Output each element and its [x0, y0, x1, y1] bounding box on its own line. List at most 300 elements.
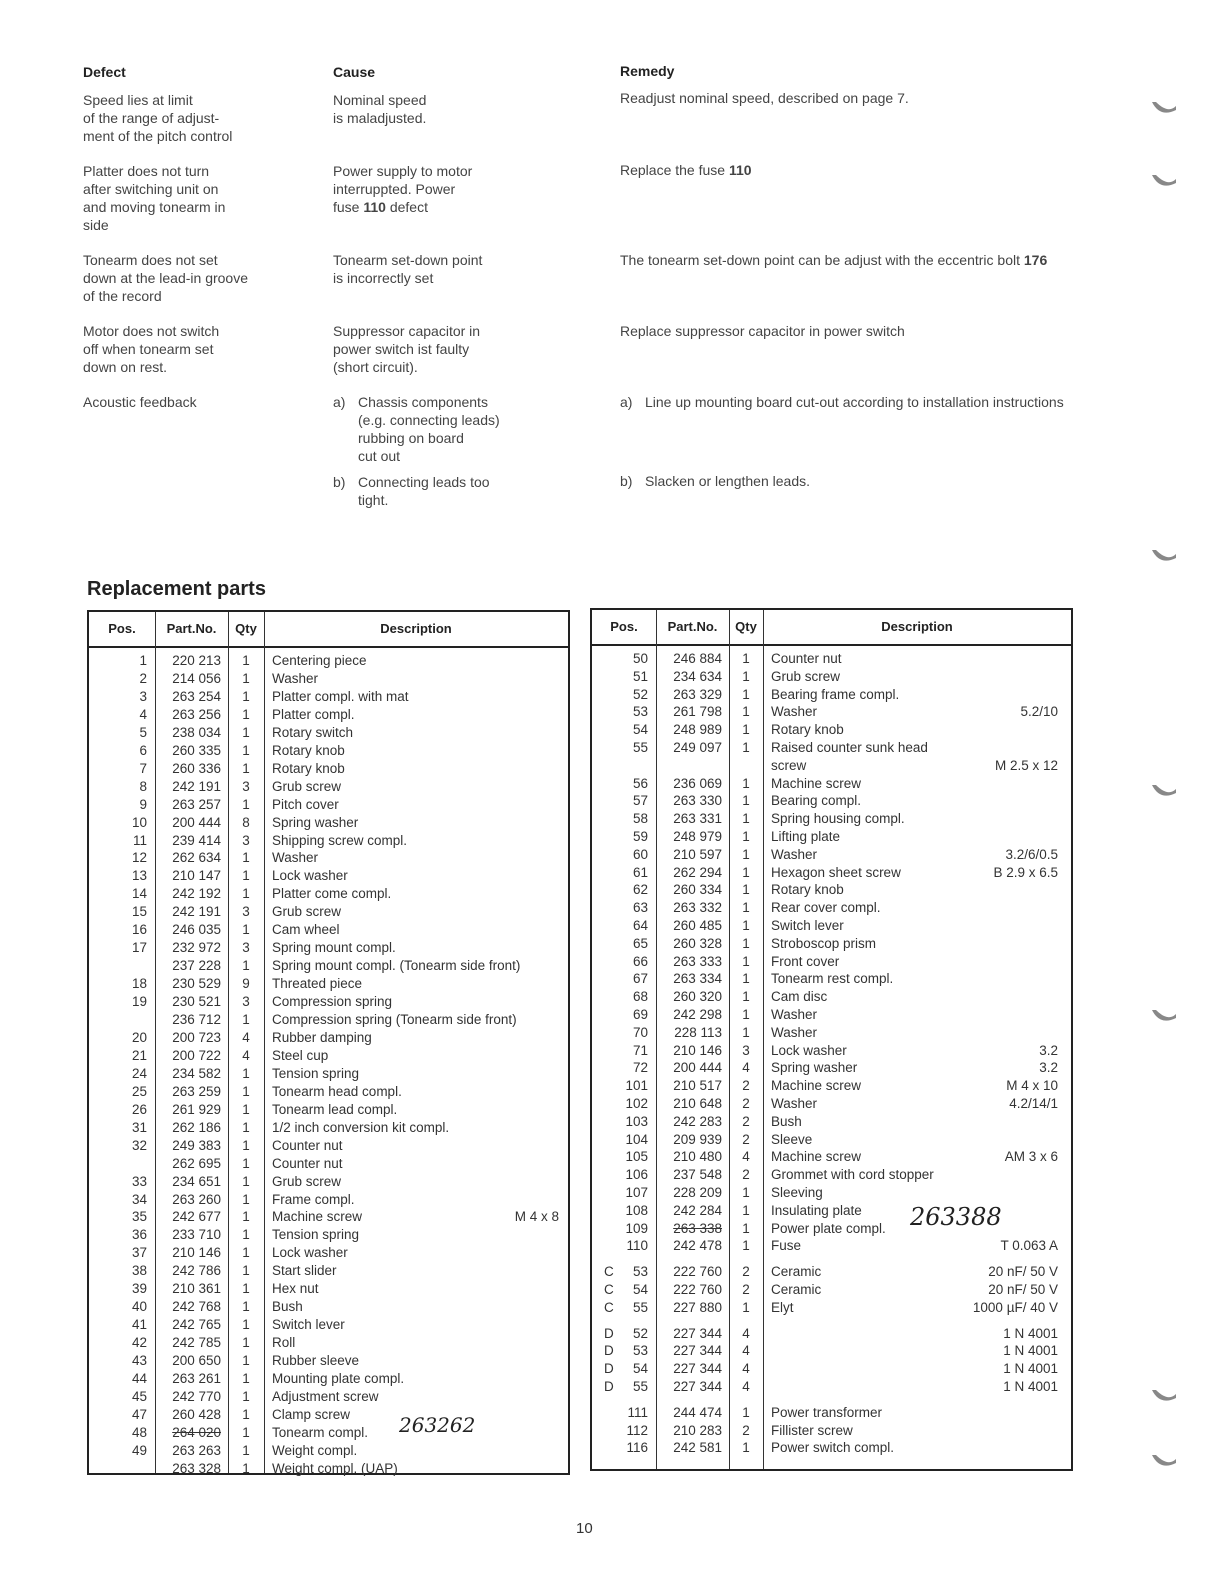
fuse-number: 110: [363, 199, 386, 215]
table-row: [89, 993, 568, 1011]
description-cell: Sleeving: [771, 1185, 823, 1200]
pos-cell: 55: [632, 740, 648, 755]
part-number-cell: 210 517: [673, 1078, 722, 1094]
description-cell: Washer: [771, 846, 818, 862]
pos-cell: 57: [632, 793, 648, 809]
part-number-cell: 222 760: [673, 1282, 722, 1297]
pos-cell: 104: [625, 1131, 648, 1147]
table-row: [592, 1404, 1071, 1422]
description-cell: Cam disc: [771, 989, 828, 1005]
part-number-cell: 242 284: [673, 1202, 722, 1218]
part-number-cell: 242 768: [172, 1299, 221, 1315]
table-row: [89, 1262, 568, 1280]
qty-cell: 1: [742, 722, 750, 738]
part-number-cell: 260 336: [172, 760, 221, 776]
pos-cell: 53: [632, 704, 648, 720]
qty-cell: 1: [742, 1440, 750, 1456]
table-row: [592, 917, 1071, 935]
table-row: [89, 1011, 568, 1029]
qty-cell: 1: [742, 935, 750, 951]
part-number-cell: 262 695: [172, 1155, 221, 1171]
description-cell: Pitch cover: [272, 796, 339, 812]
part-number-cell: 263 331: [673, 811, 722, 827]
pos-cell: 101: [625, 1078, 648, 1094]
qty-cell: 1: [242, 796, 250, 812]
description-cell: Washer: [771, 704, 818, 720]
prefix-cell: D: [604, 1325, 614, 1341]
pos-cell: 11: [132, 832, 147, 848]
binder-hole-icon: [1148, 775, 1178, 809]
part-number-cell: 242 478: [673, 1238, 722, 1254]
description-cell: Machine screw: [771, 775, 862, 791]
cause-text: [333, 162, 593, 216]
qty-cell: 3: [242, 832, 250, 848]
qty-cell: 1: [242, 724, 250, 740]
qty-cell: 1: [242, 1317, 250, 1333]
description-cell: Cam wheel: [272, 922, 340, 938]
table-row: [89, 975, 568, 993]
qty-cell: 3: [242, 994, 250, 1010]
qty-cell: 1: [742, 811, 750, 827]
description-cell: Platter compl. with mat: [272, 688, 409, 704]
bolt-number: 176: [1023, 252, 1048, 268]
pos-cell: 54: [632, 1282, 648, 1297]
qty-cell: 1: [242, 850, 250, 866]
part-number-cell: 263 259: [172, 1083, 221, 1099]
part-number-cell: 244 474: [673, 1404, 722, 1420]
table-row: [592, 1095, 1071, 1113]
description-cell: Washer: [771, 1007, 818, 1022]
part-number-cell: 209 939: [673, 1131, 722, 1147]
description-cell: Hex nut: [272, 1281, 319, 1297]
qty-cell: 1: [742, 686, 750, 702]
table-row: [592, 935, 1071, 953]
binder-hole-icon: [1148, 1380, 1178, 1414]
table-row: [592, 1360, 1071, 1378]
table-row: [592, 881, 1071, 899]
col-qty-header: Qty: [735, 619, 757, 634]
pos-cell: 52: [632, 686, 648, 702]
part-number-cell: 234 634: [673, 668, 722, 684]
part-number-cell: 227 344: [673, 1325, 722, 1341]
table-row: [592, 970, 1071, 988]
part-number-cell: 242 298: [673, 1007, 722, 1022]
part-number-cell: 214 056: [172, 671, 221, 686]
qty-cell: 1: [742, 1185, 750, 1200]
table-row: [592, 775, 1071, 793]
table-row: [592, 792, 1071, 810]
table-row: [89, 1137, 568, 1155]
prefix-cell: C: [604, 1299, 614, 1315]
part-number-cell: 227 344: [673, 1361, 722, 1377]
table-row: [89, 867, 568, 885]
part-number-cell: 263 332: [673, 900, 722, 916]
pos-cell: 55: [632, 1299, 648, 1315]
qty-cell: 1: [242, 1388, 250, 1404]
table-row: [89, 903, 568, 921]
description-cell: Counter nut: [272, 1137, 343, 1153]
col-desc-header: Description: [380, 621, 452, 636]
table-row: [592, 668, 1071, 686]
part-number-cell: 227 344: [673, 1379, 722, 1394]
pos-cell: 68: [632, 989, 648, 1005]
binder-hole-icon: [1148, 1445, 1178, 1479]
qty-cell: 1: [742, 1404, 750, 1420]
table-row: [89, 1244, 568, 1262]
pos-cell: 43: [131, 1353, 147, 1368]
remedy-b-label: b): [620, 473, 633, 489]
cause-b: [333, 473, 593, 513]
page-number: 10: [576, 1520, 593, 1537]
pos-cell: 38: [131, 1263, 147, 1279]
description-cell: Rotary knob: [771, 882, 844, 898]
table-row: [592, 1422, 1071, 1440]
table-row: [89, 814, 568, 832]
qty-cell: 4: [742, 1379, 750, 1394]
description-cell: Compression spring (Tonearm side front): [272, 1012, 517, 1027]
description-cell: Tonearm rest compl.: [771, 971, 894, 987]
part-number-cell: 228 209: [673, 1185, 722, 1200]
table-row: [89, 1352, 568, 1370]
cause-text-part: Power supply to motor interruppted. Power fuse: [333, 163, 473, 215]
spec-cell: M 4 x 10: [1006, 1078, 1058, 1094]
qty-cell: 2: [742, 1167, 750, 1183]
table-row: [592, 1439, 1071, 1457]
pos-cell: 53: [632, 1264, 648, 1280]
qty-cell: 2: [742, 1264, 750, 1280]
pos-cell: 111: [627, 1404, 648, 1420]
part-number-cell: 262 634: [172, 850, 221, 866]
part-number-cell: 263 260: [172, 1191, 221, 1207]
part-number-cell: 242 192: [172, 886, 221, 902]
description-cell: Hexagon sheet screw: [771, 864, 901, 880]
description-cell: Spring washer: [771, 1060, 858, 1076]
qty-cell: 1: [242, 1406, 250, 1422]
table-row: [89, 1065, 568, 1083]
part-number-cell: 242 786: [172, 1263, 221, 1279]
spec-cell: B 2.9 x 6.5: [993, 864, 1058, 880]
defect-text: Tonearm does not set down at the lead-in groove of the record: [83, 252, 248, 304]
defect-text: Motor does not switch off when tonearm set down on rest.: [83, 323, 220, 375]
part-number-cell: 238 034: [172, 724, 221, 740]
description-cell: Bush: [771, 1113, 802, 1129]
description-cell: Tonearm head compl.: [272, 1083, 402, 1099]
part-number-cell: 200 722: [172, 1047, 221, 1063]
part-number-cell: 227 880: [673, 1299, 722, 1315]
qty-cell: 4: [742, 1325, 750, 1341]
pos-cell: 55: [632, 1379, 648, 1394]
defect-header: Defect: [83, 64, 126, 80]
pos-cell: 52: [632, 1325, 648, 1341]
pos-cell: 71: [632, 1042, 648, 1058]
table-row: [592, 703, 1071, 721]
parts-table-right: [590, 608, 1073, 1471]
description-cell: screw: [771, 757, 807, 773]
pos-cell: 33: [131, 1173, 147, 1189]
qty-cell: 2: [742, 1113, 750, 1129]
description-cell: Rear cover compl.: [771, 900, 881, 916]
pos-cell: 25: [131, 1083, 147, 1099]
qty-cell: 1: [742, 740, 750, 755]
table-row: [592, 828, 1071, 846]
table-row: [89, 670, 568, 688]
part-number-cell: 246 884: [673, 651, 722, 666]
part-number-cell: 220 213: [172, 653, 221, 668]
description-cell: Tonearm compl.: [272, 1424, 369, 1440]
table-row: [89, 1406, 568, 1424]
binder-hole-icon: [1148, 92, 1178, 126]
part-number-cell: 263 330: [673, 793, 722, 809]
pos-cell: 34: [131, 1191, 147, 1207]
remedy-text: Replace suppressor capacitor in power switch: [620, 323, 905, 339]
part-number-cell: 249 097: [673, 740, 722, 755]
part-number-cell: 263 256: [172, 706, 221, 722]
table-row: [89, 1298, 568, 1316]
part-number-cell: 242 191: [172, 778, 221, 794]
description-cell: Fuse: [771, 1238, 802, 1254]
qty-cell: 1: [242, 760, 250, 776]
part-number-cell: 263 334: [673, 971, 722, 987]
pos-cell: 45: [131, 1388, 147, 1404]
table-row: [592, 953, 1071, 971]
qty-cell: 2: [742, 1282, 750, 1297]
part-number-cell: 236 712: [172, 1012, 221, 1027]
pos-cell: 24: [131, 1065, 147, 1081]
spec-cell: 3.2/6/0.5: [1005, 846, 1058, 862]
description-cell: Sleeve: [771, 1131, 813, 1147]
qty-cell: 1: [742, 864, 750, 880]
table-row: [592, 686, 1071, 704]
table-row: [89, 760, 568, 778]
part-number-cell: 242 765: [172, 1317, 221, 1333]
qty-cell: 1: [242, 886, 250, 902]
cause-text-part: defect: [385, 199, 428, 215]
pos-cell: 110: [626, 1238, 648, 1254]
table-row: [89, 652, 568, 670]
pos-cell: 37: [131, 1245, 147, 1261]
description-cell: Shipping screw compl.: [272, 832, 408, 848]
remedy-text: [620, 161, 1075, 179]
description-cell: Rubber damping: [272, 1029, 372, 1045]
col-qty-header: Qty: [235, 621, 257, 636]
pos-cell: 56: [632, 775, 648, 791]
qty-cell: 3: [242, 940, 250, 956]
pos-cell: 108: [625, 1202, 648, 1218]
description-cell: Switch lever: [272, 1317, 345, 1333]
table-row: [89, 957, 568, 975]
qty-cell: 1: [242, 1335, 250, 1351]
part-number-cell: 210 648: [673, 1096, 722, 1111]
description-cell: Washer: [771, 1024, 818, 1040]
table-row: [89, 921, 568, 939]
part-number-cell: 263 257: [172, 796, 221, 812]
pos-cell: 35: [131, 1209, 147, 1225]
pos-cell: 15: [131, 904, 147, 920]
description-cell: Counter nut: [272, 1155, 343, 1171]
qty-cell: 1: [742, 953, 750, 969]
table-row: [89, 939, 568, 957]
table-row: [592, 757, 1071, 775]
part-number-cell: 210 146: [172, 1245, 221, 1261]
pos-cell: 106: [625, 1167, 648, 1183]
part-number-cell: 263 333: [673, 953, 722, 969]
pos-cell: 69: [632, 1007, 648, 1022]
pos-cell: 105: [625, 1149, 648, 1165]
description-cell: Spring housing compl.: [771, 811, 905, 827]
table-row: [592, 1342, 1071, 1360]
pos-cell: 53: [632, 1343, 648, 1359]
table-row: [592, 899, 1071, 917]
description-cell: Grub screw: [771, 668, 841, 684]
table-row: [89, 706, 568, 724]
part-number-cell: 248 979: [673, 829, 722, 844]
pos-cell: 107: [625, 1185, 648, 1200]
pos-cell: 8: [139, 778, 147, 794]
table-row: [592, 721, 1071, 739]
spec-cell: M 4 x 8: [514, 1209, 559, 1225]
pos-cell: 62: [632, 882, 648, 898]
qty-cell: 1: [742, 1299, 750, 1315]
description-cell: Rotary knob: [272, 760, 345, 776]
col-pos-header: Pos.: [108, 621, 136, 636]
table-row: [89, 1370, 568, 1388]
table-row: [89, 1191, 568, 1209]
part-number-cell: 234 582: [172, 1065, 221, 1081]
description-cell: Tension spring: [272, 1065, 360, 1081]
qty-cell: 2: [742, 1096, 750, 1111]
part-number-cell: 249 383: [172, 1137, 221, 1153]
qty-cell: 1: [742, 668, 750, 684]
qty-cell: 1: [742, 1220, 750, 1236]
part-number-cell: 263 261: [172, 1371, 221, 1386]
pos-cell: 2: [139, 671, 147, 686]
spec-cell: 1 N 4001: [1003, 1343, 1058, 1359]
pos-cell: 51: [632, 668, 648, 684]
defect-text: Platter does not turn after switching unit on and moving tonearm in side: [83, 163, 226, 233]
table-row: [89, 1208, 568, 1226]
part-number-cell: 210 597: [673, 846, 722, 862]
part-number-cell: 242 581: [673, 1440, 722, 1456]
col-part-header: Part.No.: [166, 621, 217, 636]
cause-a-label: a): [333, 394, 346, 410]
qty-cell: 1: [242, 671, 250, 686]
spec-cell: AM 3 x 6: [1004, 1149, 1058, 1165]
part-number-cell: 228 113: [674, 1024, 722, 1040]
pos-cell: 66: [632, 953, 648, 969]
pos-cell: 16: [131, 922, 147, 938]
table-row: [592, 846, 1071, 864]
table-row: [592, 1281, 1071, 1299]
pos-cell: 58: [632, 811, 648, 827]
pos-cell: 10: [131, 814, 147, 830]
parts-table-left: [87, 610, 570, 1475]
table-row: [89, 1029, 568, 1047]
description-cell: 1/2 inch conversion kit compl.: [272, 1119, 450, 1135]
pos-cell: 44: [131, 1371, 147, 1386]
description-cell: Grub screw: [272, 778, 342, 794]
description-cell: Power switch compl.: [771, 1440, 895, 1456]
table-header: [89, 612, 568, 648]
qty-cell: 1: [742, 900, 750, 916]
qty-cell: 4: [242, 1029, 250, 1045]
pos-cell: 5: [139, 724, 147, 740]
pos-cell: 9: [139, 796, 147, 812]
qty-cell: 2: [742, 1422, 750, 1438]
description-cell: Spring mount compl. (Tonearm side front): [272, 958, 521, 974]
part-number-cell: 239 414: [172, 832, 221, 848]
description-cell: Washer: [272, 850, 319, 866]
description-cell: Washer: [771, 1096, 818, 1111]
table-row: [89, 742, 568, 760]
pos-cell: 4: [139, 706, 147, 722]
pos-cell: 19: [131, 994, 147, 1010]
table-row: [592, 1042, 1071, 1060]
table-row: [592, 988, 1071, 1006]
remedy-a-text: Line up mounting board cut-out according to installation instructions: [645, 394, 1064, 410]
pos-cell: 54: [632, 1361, 648, 1377]
pos-cell: 1: [139, 653, 147, 668]
remedy-b-text: Slacken or lengthen leads.: [645, 473, 810, 489]
qty-cell: 3: [242, 904, 250, 920]
part-number-cell: 233 710: [172, 1227, 221, 1243]
table-header: [592, 610, 1071, 646]
qty-cell: 1: [242, 706, 250, 722]
binder-hole-icon: [1148, 165, 1178, 199]
description-cell: Fillister screw: [771, 1422, 853, 1438]
description-cell: Grub screw: [272, 1173, 342, 1189]
description-cell: Lock washer: [272, 1245, 348, 1261]
pos-cell: 63: [632, 900, 648, 916]
part-number-cell: 230 521: [172, 994, 221, 1010]
qty-cell: 1: [242, 922, 250, 938]
table-row: [89, 1101, 568, 1119]
pos-cell: 47: [131, 1406, 147, 1422]
qty-cell: 1: [242, 1353, 250, 1368]
qty-cell: 1: [742, 775, 750, 791]
qty-cell: 1: [242, 1299, 250, 1315]
description-cell: Rotary knob: [771, 722, 844, 738]
spec-cell: 1 N 4001: [1003, 1361, 1058, 1377]
pos-cell: 13: [131, 868, 147, 884]
pos-cell: 60: [632, 846, 648, 862]
qty-cell: 1: [742, 882, 750, 898]
spec-cell: 20 nF/ 50 V: [988, 1264, 1058, 1280]
qty-cell: 1: [742, 971, 750, 987]
pos-cell: 50: [632, 651, 648, 666]
qty-cell: 1: [242, 1281, 250, 1297]
qty-cell: 3: [742, 1042, 750, 1058]
table-row: [592, 1263, 1071, 1281]
table-row: [592, 739, 1071, 757]
qty-cell: 1: [242, 1227, 250, 1243]
table-row: [592, 1166, 1071, 1184]
description-cell: Spring mount compl.: [272, 940, 396, 956]
description-cell: Front cover: [771, 953, 840, 969]
qty-cell: 1: [242, 1155, 250, 1171]
description-cell: Weight compl.: [272, 1442, 358, 1458]
prefix-cell: C: [604, 1264, 614, 1280]
qty-cell: 1: [742, 704, 750, 720]
table-row: [592, 1024, 1071, 1042]
pos-cell: 6: [139, 742, 147, 758]
spec-cell: 1 N 4001: [1003, 1379, 1058, 1394]
pos-cell: 102: [625, 1096, 648, 1111]
pos-cell: 7: [139, 760, 147, 776]
description-cell: Bearing compl.: [771, 793, 862, 809]
qty-cell: 1: [242, 1209, 250, 1225]
qty-cell: 1: [242, 688, 250, 704]
part-number-cell: 242 677: [172, 1209, 221, 1225]
